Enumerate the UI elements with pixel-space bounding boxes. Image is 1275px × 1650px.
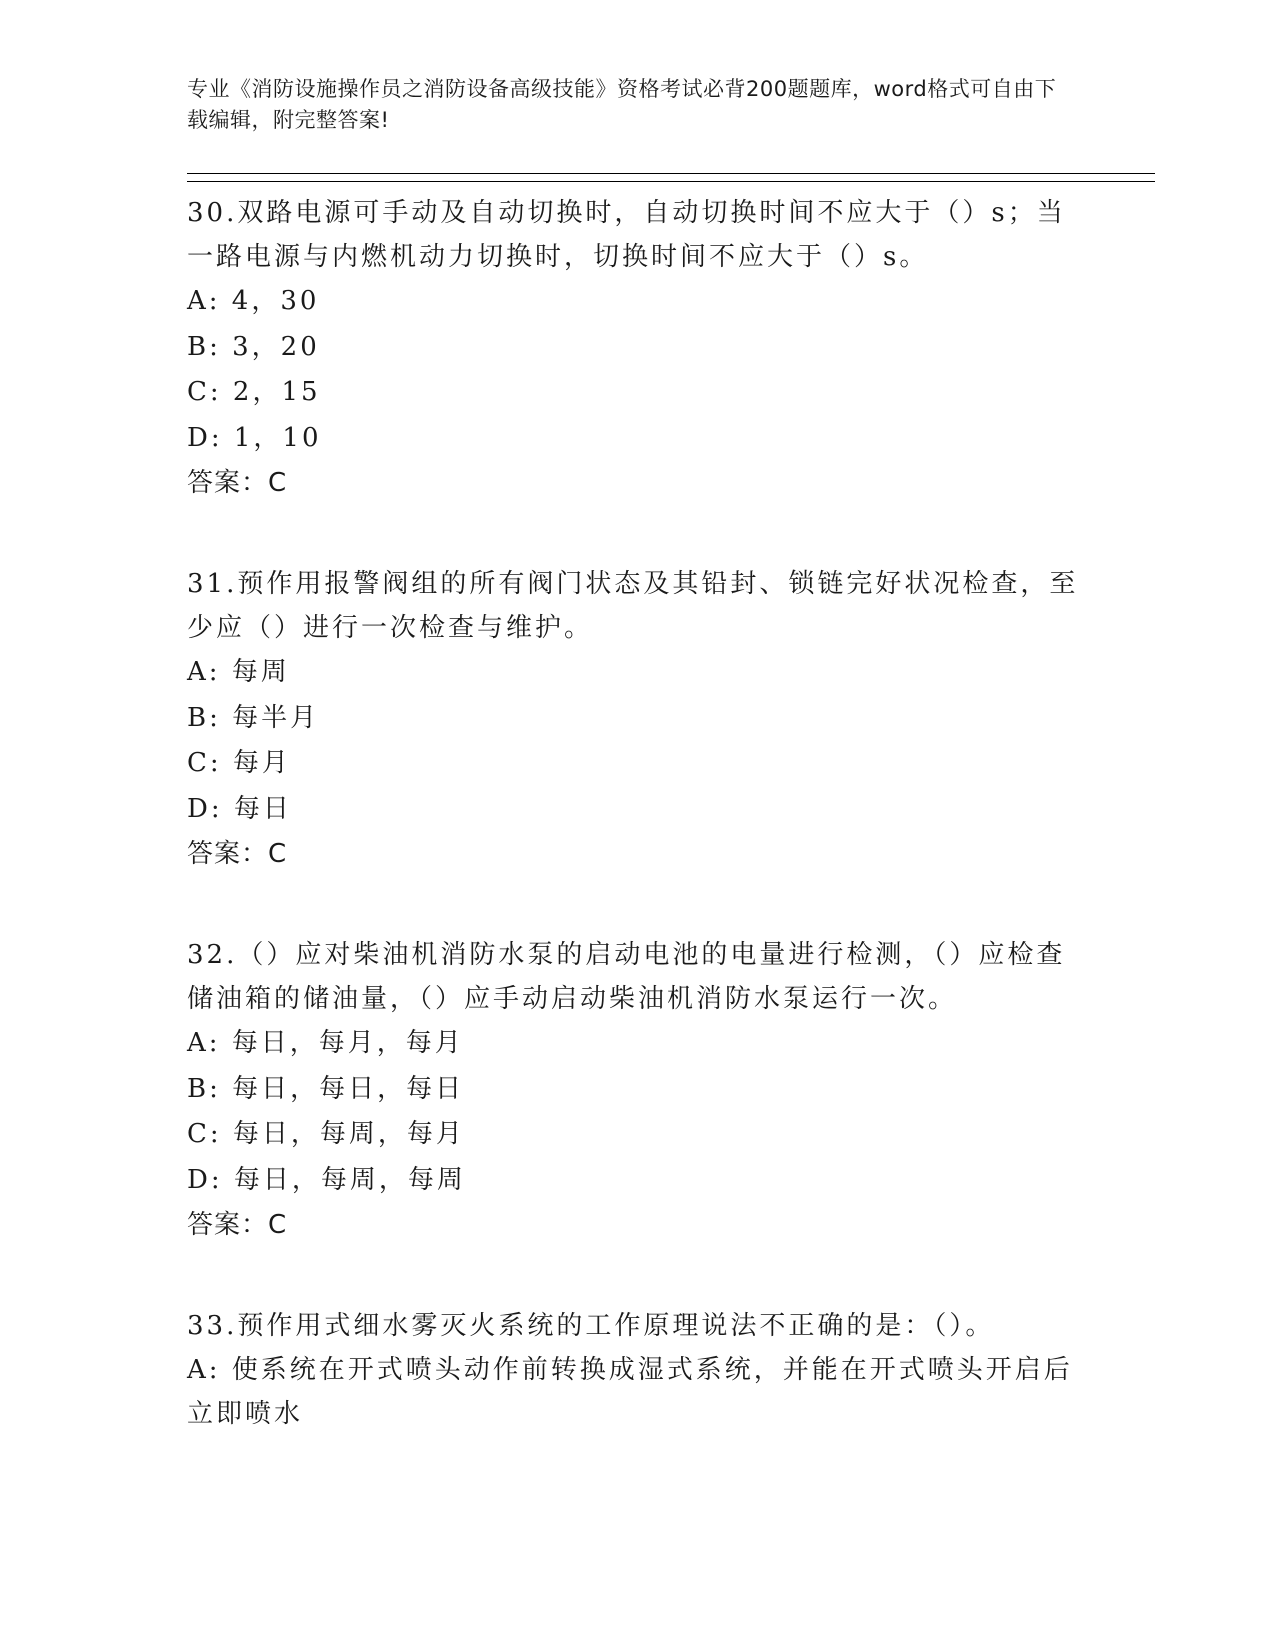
option-b: B: 3，20 xyxy=(187,331,320,362)
option-a: A: 4，30 xyxy=(187,286,320,316)
question-31 xyxy=(187,562,1087,877)
option-b: B: 每半月 xyxy=(187,702,320,733)
option-a: A: 每日，每月，每月 xyxy=(187,1028,464,1058)
answer-line: 答案：C xyxy=(187,468,288,498)
question-32 xyxy=(187,933,1087,1248)
option-c: C: 2，15 xyxy=(187,377,321,407)
header-divider-top xyxy=(187,173,1155,174)
question-30 xyxy=(187,191,1087,506)
option-d: D: 每日 xyxy=(187,793,292,824)
question-list xyxy=(187,191,1087,1492)
option-d: D: 每日，每周，每周 xyxy=(187,1164,466,1195)
header-divider-bottom xyxy=(187,181,1155,182)
option-d: D: 1，10 xyxy=(187,422,322,453)
option-b: B: 每日，每日，每日 xyxy=(187,1073,465,1104)
option-a: A: 每周 xyxy=(187,657,290,687)
answer-line: 答案：C xyxy=(187,1210,288,1240)
document-intro: 专业《消防设施操作员之消防设备高级技能》资格考试必背200题题库，word格式可自由下载编辑，附完整答案! xyxy=(187,77,1057,132)
question-33 xyxy=(187,1304,1087,1436)
option-a: A: 使系统在开式喷头动作前转换成湿式系统，并能在开式喷头开启后立即喷水 xyxy=(187,1355,1073,1429)
answer-line: 答案：C xyxy=(187,839,288,869)
option-c: C: 每月 xyxy=(187,748,291,778)
question-text: 32.（）应对柴油机消防水泵的启动电池的电量进行检测，（）应检查储油箱的储油量，（）应手动启动柴油机消防水泵运行一次。 xyxy=(187,940,1066,1014)
option-c: C: 每日，每周，每月 xyxy=(187,1119,465,1149)
question-text: 33.预作用式细水雾灭火系统的工作原理说法不正确的是：（）。 xyxy=(187,1311,995,1341)
question-text: 30.双路电源可手动及自动切换时，自动切换时间不应大于（）s；当一路电源与内燃机动力切换时，切换时间不应大于（）s。 xyxy=(187,198,1066,272)
question-text: 31.预作用报警阀组的所有阀门状态及其铅封、锁链完好状况检查，至少应（）进行一次检查与维护。 xyxy=(187,569,1079,643)
